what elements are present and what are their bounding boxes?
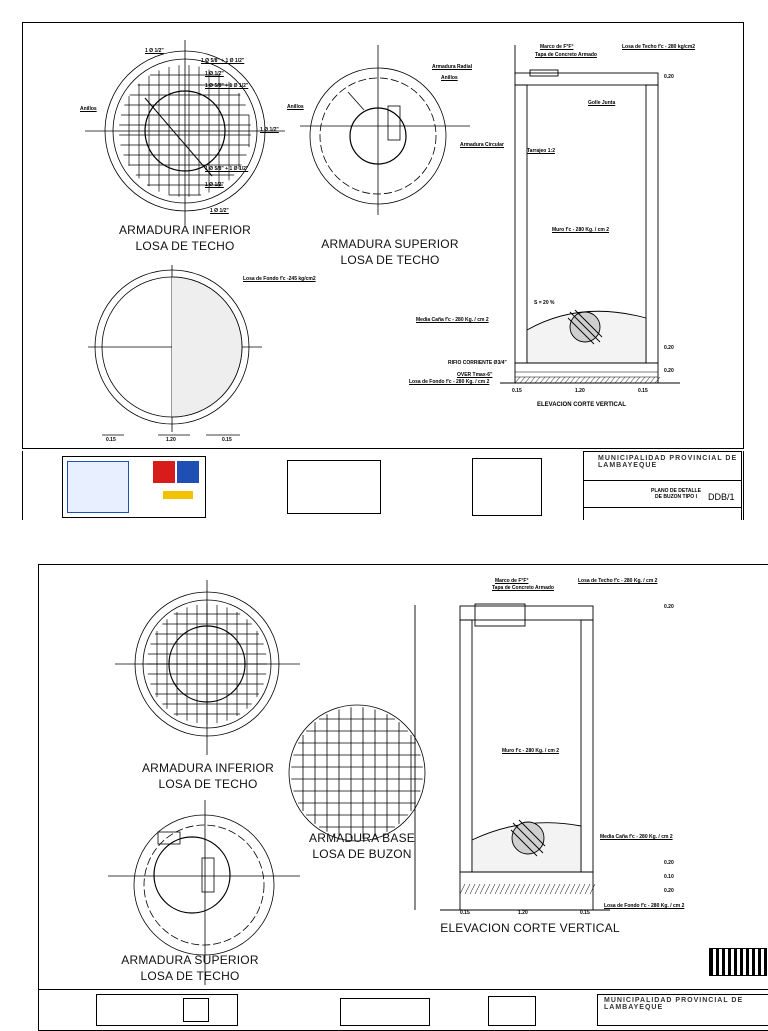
hatch-line [555,884,560,894]
inferior-title-line1: ARMADURA INFERIOR [118,223,252,237]
hatch-line [590,884,595,894]
hatch-line [530,884,535,894]
dim2-015-l: 0.15 [460,910,470,916]
dim-120-m: 1.20 [575,388,585,394]
dim-015-l: 0.15 [512,388,522,394]
superior-title-line1: ARMADURA SUPERIOR [321,237,459,251]
dim2-015-r: 0.15 [580,910,590,916]
hatch-line [490,884,495,894]
label-armadura-radial: Armadura Radial [432,64,473,70]
label-muro-2: Muro f'c - 280 Kg. / cm 2 [502,748,560,754]
dim-015-plan-r: 0.15 [222,437,232,443]
plan-name-1: PLANO DE DETALLE DE BUZON TIPO I [651,488,701,500]
inferior2-title-line2: LOSA DE TECHO [158,777,258,791]
hatch-line [575,884,580,894]
dim2-020-top: 0.20 [664,604,674,610]
label-bar-a-5: 1 Ø 1/2" [210,208,229,214]
scale-bar-2 [709,948,767,976]
base-title-2 [282,830,442,862]
label-gollete: Golle Junta [588,100,616,106]
label-losa-techo-2: Losa de Techo f'c - 280 Kg. / cm 2 [578,578,658,584]
dim-015-r: 0.15 [638,388,648,394]
label-muro: Muro f'c - 280 Kg. / cm 2 [552,227,610,233]
label-losa-fondo: Losa de Fondo f'c - 280 Kg. / cm 2 [409,379,490,385]
hatch-line [520,884,525,894]
sheet-code-1: DDB/1 [708,492,735,502]
hatch-line [545,884,550,894]
label-over: OVER Tmax-6" [457,372,493,378]
municipality-name-1: MUNICIPALIDAD PROVINCIAL DE LAMBAYEQUE [598,455,738,469]
hatch-line [580,884,585,894]
label-bar-a-3: 1 Ø 1/2" [260,127,279,133]
inferior2-title-line1: ARMADURA INFERIOR [141,761,275,775]
dim-020-top: 0.20 [664,74,674,80]
base-title-line2: LOSA DE BUZON [312,847,412,861]
dim2-020-b: 0.20 [664,888,674,894]
hatch-line [585,884,590,894]
hatch-line [535,884,540,894]
hatch-line [465,884,470,894]
hatch-line [510,884,515,894]
label-bar-a-4: 1 Ø 1/2" [205,182,224,188]
dim-120-plan: 1.20 [166,437,176,443]
dim-020-b2: 0.20 [664,368,674,374]
hatch-line [475,884,480,894]
label-losa-fondo-plan: Losa de Fondo f'c -245 kg/cm2 [243,276,316,282]
dim2-010: 0.10 [664,874,674,880]
hatch-line [485,884,490,894]
label-bar-a-1: 1 Ø 1/2" [145,48,164,54]
dim-020-b1: 0.20 [664,345,674,351]
superior-title-2 [100,952,280,984]
hatch-line [515,884,520,894]
inferior-title-line2: LOSA DE TECHO [135,239,235,253]
label-media-cana: Media Caña f'c - 280 Kg. / cm 2 [416,317,489,323]
hatch-line [540,884,545,894]
elevation-title-2: ELEVACION CORTE VERTICAL [440,921,620,935]
label-anillos: Anillos [441,75,458,81]
label-tarrajeo: Tarrajeo 1:2 [527,148,555,154]
dim2-120: 1.20 [518,910,528,916]
label-marco-2: Marco de F°F° [495,578,529,584]
title-block-2 [597,994,768,1026]
municipality-name-2: MUNICIPALIDAD PROVINCIAL DE LAMBAYEQUE [604,997,744,1011]
dim-015-plan-l: 0.15 [106,437,116,443]
dim2-020-a: 0.20 [664,860,674,866]
slope-label-1: S = 20 % [534,300,555,306]
label-tapa: Tapa de Concreto Armado [535,52,597,58]
spec-box-2 [488,996,536,1026]
legend-box-2 [96,994,238,1026]
label-losa-fondo-2: Losa de Fondo f'c - 280 Kg. / cm 2 [604,903,685,909]
label-anillos-sup: Anillos [287,104,304,110]
superior2-title-line1: ARMADURA SUPERIOR [121,953,259,967]
hatch-line [500,884,505,894]
hatch-line [560,884,565,894]
label-losa-techo: Losa de Techo f'c - 280 kg/cm2 [622,44,696,50]
label-armadura-circular: Armadura Circular [460,142,504,148]
hatch-line [505,884,510,894]
superior-title-line2: LOSA DE TECHO [340,253,440,267]
label-bar-b-3: 1 Ø 5/8" + 1 Ø 1/2" [205,166,249,172]
hatch-line [550,884,555,894]
label-bar-a-2: 1 Ø 1/2" [205,71,224,77]
label-marco: Marco de F°F° [540,44,574,50]
label-bar-b-1: 1 Ø 5/8" + 1 Ø 1/2" [201,58,245,64]
label-rifio: RIFIO CORRIENTE Ø3/4" [448,360,507,366]
label-media-cana-2: Media Caña f'c - 280 Kg. / cm 2 [600,834,673,840]
notes-box-2 [340,998,430,1026]
hatch-line [495,884,500,894]
hatch-line [480,884,485,894]
hatch-line [565,884,570,894]
inferior-title-2 [118,760,298,792]
label-bar-b-2: 1 Ø 5/8" + 1 Ø 1/2" [205,83,249,89]
hatch-line [470,884,475,894]
superior2-title-line2: LOSA DE TECHO [140,969,240,983]
label-tapa-2: Tapa de Concreto Armado [492,585,554,591]
base-title-line1: ARMADURA BASE [309,831,415,845]
hatch-line [460,884,465,894]
elevation-title-1: ELEVACION CORTE VERTICAL [537,402,626,408]
hatch-line [525,884,530,894]
hatch-line [570,884,575,894]
label-anillos-plan: Anillos [80,106,97,112]
